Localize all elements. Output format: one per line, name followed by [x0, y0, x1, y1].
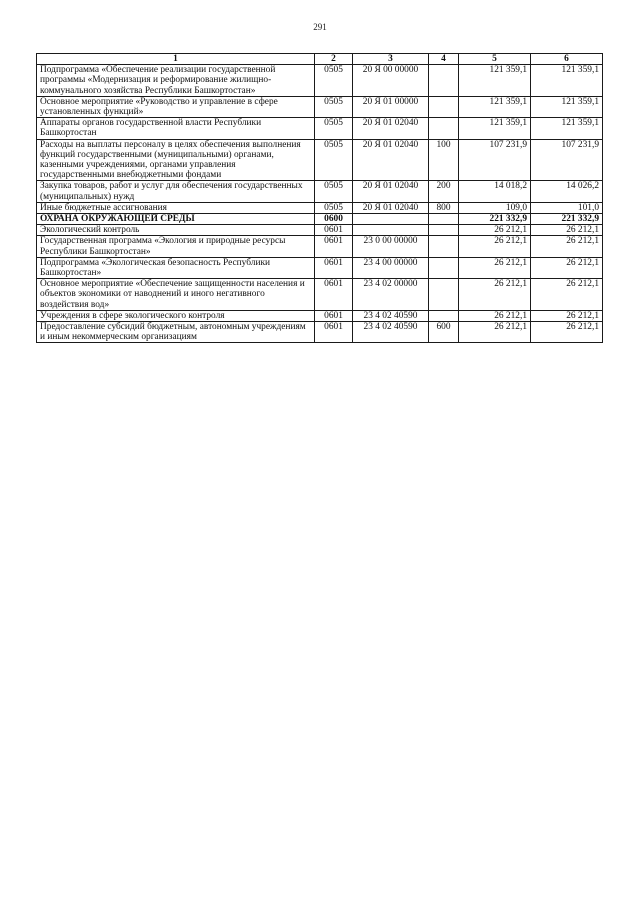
row-target-code: 20 Я 01 02040 [353, 181, 429, 202]
row-section-code: 0505 [315, 96, 353, 117]
header-col-2: 2 [315, 54, 353, 65]
row-expense-type [429, 96, 459, 117]
row-name: Основное мероприятие «Обеспечение защищенности населения и объектов экономики от наводнений и иного негативного воздействия вод» [37, 279, 315, 311]
row-expense-type [429, 310, 459, 321]
row-amount-2: 101,0 [531, 202, 603, 213]
row-amount-1: 109,0 [459, 202, 531, 213]
header-col-6: 6 [531, 54, 603, 65]
table-header [37, 54, 603, 65]
table-row [37, 310, 603, 321]
table-row [37, 65, 603, 97]
budget-table [36, 53, 603, 343]
row-section-code: 0601 [315, 310, 353, 321]
row-expense-type: 800 [429, 202, 459, 213]
row-amount-1: 121 359,1 [459, 96, 531, 117]
row-amount-2: 121 359,1 [531, 118, 603, 139]
row-section-code: 0601 [315, 225, 353, 236]
row-expense-type [429, 279, 459, 311]
row-amount-1: 26 212,1 [459, 225, 531, 236]
row-name: Государственная программа «Экология и природные ресурсы Республики Башкортостан» [37, 236, 315, 257]
table-row [37, 96, 603, 117]
row-expense-type [429, 257, 459, 278]
row-expense-type [429, 236, 459, 257]
row-target-code: 20 Я 01 00000 [353, 96, 429, 117]
table-row [37, 214, 603, 225]
row-expense-type [429, 214, 459, 225]
row-amount-2: 121 359,1 [531, 65, 603, 97]
row-amount-1: 26 212,1 [459, 279, 531, 311]
row-name: Предоставление субсидий бюджетным, автономным учреждениям и иным некоммерческим организациям [37, 322, 315, 343]
header-col-5: 5 [459, 54, 531, 65]
row-expense-type [429, 118, 459, 139]
row-expense-type [429, 65, 459, 97]
table-row [37, 322, 603, 343]
row-amount-2: 26 212,1 [531, 322, 603, 343]
row-amount-2: 26 212,1 [531, 279, 603, 311]
row-name: Иные бюджетные ассигнования [37, 202, 315, 213]
row-amount-1: 121 359,1 [459, 65, 531, 97]
table-row [37, 257, 603, 278]
row-amount-2: 26 212,1 [531, 236, 603, 257]
row-name: Расходы на выплаты персоналу в целях обеспечения выполнения функций государственными (муниципальными) органами, казенными учреждениями, органами управления государственными внебюджетными фондами [37, 139, 315, 181]
row-amount-1: 26 212,1 [459, 236, 531, 257]
row-section-code: 0601 [315, 279, 353, 311]
row-name: Подпрограмма «Экологическая безопасность Республики Башкортостан» [37, 257, 315, 278]
row-target-code [353, 225, 429, 236]
row-amount-2: 26 212,1 [531, 225, 603, 236]
row-expense-type: 600 [429, 322, 459, 343]
row-target-code: 20 Я 01 02040 [353, 202, 429, 213]
row-amount-1: 107 231,9 [459, 139, 531, 181]
row-amount-1: 121 359,1 [459, 118, 531, 139]
row-section-code: 0505 [315, 181, 353, 202]
row-amount-1: 26 212,1 [459, 310, 531, 321]
row-section-code: 0505 [315, 139, 353, 181]
row-target-code: 20 Я 01 02040 [353, 118, 429, 139]
table-row [37, 139, 603, 181]
table-row [37, 225, 603, 236]
row-section-code: 0601 [315, 322, 353, 343]
row-amount-1: 26 212,1 [459, 322, 531, 343]
header-row [37, 54, 603, 65]
row-section-code: 0505 [315, 202, 353, 213]
row-name: ОХРАНА ОКРУЖАЮЩЕЙ СРЕДЫ [37, 214, 315, 225]
row-section-code: 0600 [315, 214, 353, 225]
table-row [37, 181, 603, 202]
row-target-code: 23 4 00 00000 [353, 257, 429, 278]
row-expense-type [429, 225, 459, 236]
row-name: Основное мероприятие «Руководство и управление в сфере установленных функций» [37, 96, 315, 117]
page-number: 291 [313, 22, 327, 32]
header-col-3: 3 [353, 54, 429, 65]
row-name: Аппараты органов государственной власти Республики Башкортостан [37, 118, 315, 139]
row-amount-2: 14 026,2 [531, 181, 603, 202]
table-body [37, 65, 603, 343]
row-amount-2: 26 212,1 [531, 310, 603, 321]
row-section-code: 0505 [315, 65, 353, 97]
row-section-code: 0601 [315, 236, 353, 257]
row-target-code [353, 214, 429, 225]
row-amount-2: 221 332,9 [531, 214, 603, 225]
header-col-1: 1 [37, 54, 315, 65]
row-amount-2: 121 359,1 [531, 96, 603, 117]
row-section-code: 0601 [315, 257, 353, 278]
row-name: Учреждения в сфере экологического контроля [37, 310, 315, 321]
row-name: Закупка товаров, работ и услуг для обеспечения государственных (муниципальных) нужд [37, 181, 315, 202]
row-amount-2: 107 231,9 [531, 139, 603, 181]
row-name: Подпрограмма «Обеспечение реализации государственной программы «Модернизация и реформирование жилищно-коммунального хозяйства Республики Башкортостан» [37, 65, 315, 97]
row-amount-1: 26 212,1 [459, 257, 531, 278]
table-row [37, 118, 603, 139]
row-amount-1: 221 332,9 [459, 214, 531, 225]
row-expense-type: 200 [429, 181, 459, 202]
row-target-code: 23 0 00 00000 [353, 236, 429, 257]
row-target-code: 20 Я 01 02040 [353, 139, 429, 181]
header-col-4: 4 [429, 54, 459, 65]
table-row [37, 279, 603, 311]
table-row [37, 202, 603, 213]
row-amount-2: 26 212,1 [531, 257, 603, 278]
row-target-code: 23 4 02 40590 [353, 310, 429, 321]
table-row [37, 236, 603, 257]
row-target-code: 20 Я 00 00000 [353, 65, 429, 97]
row-section-code: 0505 [315, 118, 353, 139]
row-expense-type: 100 [429, 139, 459, 181]
row-name: Экологический контроль [37, 225, 315, 236]
row-target-code: 23 4 02 40590 [353, 322, 429, 343]
row-amount-1: 14 018,2 [459, 181, 531, 202]
row-target-code: 23 4 02 00000 [353, 279, 429, 311]
